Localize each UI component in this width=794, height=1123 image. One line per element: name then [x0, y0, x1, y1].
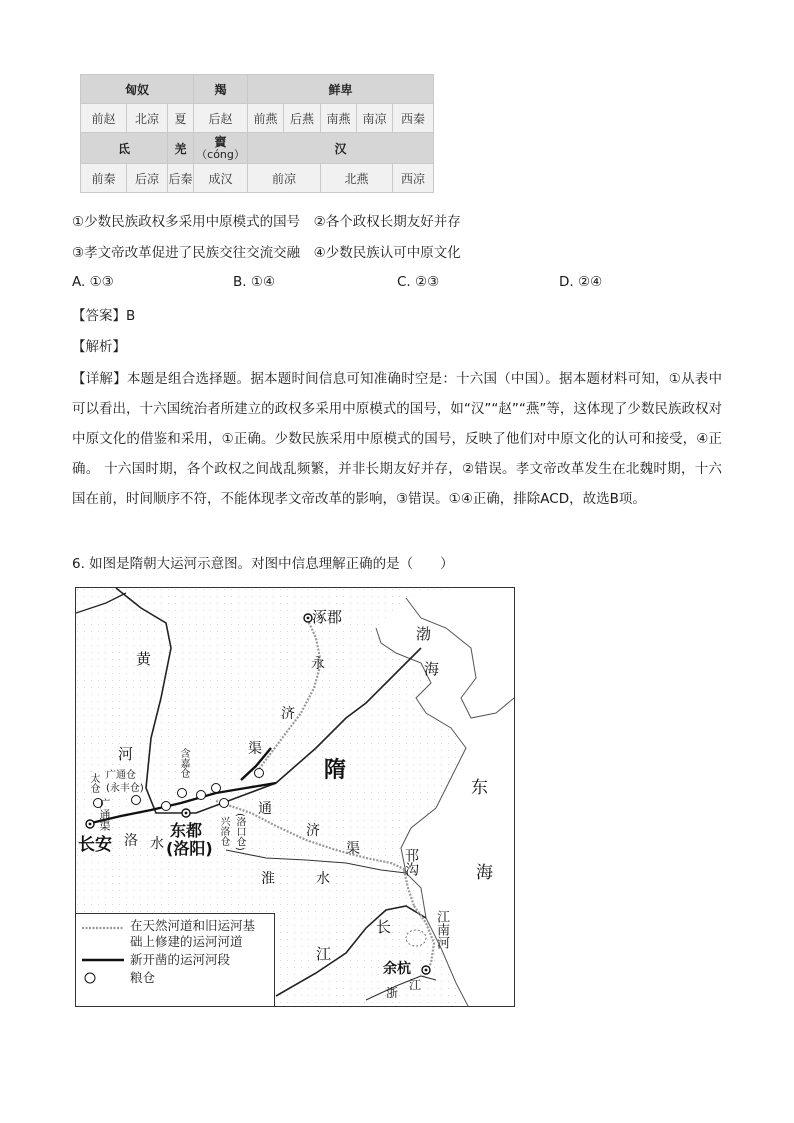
detail-text: 本题是组合选择题。据本题时间信息可知准确时空是：十六国（中国）。据本题材料可知，①从表中可以看出，十六国统治者所建立的政权多采用中原模式的国号，如“汉”“赵”“燕”等，这体现了少数民族政权对中原文化的借鉴和采用，①正确。少数民族采用中原模式的国号，反映了他们对中原文化的认可和接受，④正确。 十六国时期，各个政权之间战乱频繁，并非长期友好并存，②错误。孝文帝改革发生在北魏时期，十六国在前，时间顺序不符，不能体现孝文帝改革的影响，③错误。①④正确，排除ACD，故选B项。 [72, 371, 723, 507]
label-chang: 长 [376, 918, 392, 936]
analysis-title: 【解析】 [72, 339, 126, 355]
label-dong: 东 [471, 778, 488, 798]
label-taicang: 太仓 [88, 773, 99, 793]
sui-grand-canal-map [75, 587, 515, 1007]
granary-icon [82, 972, 98, 984]
table-cell: 南凉 [357, 104, 393, 133]
header-xianbei: 鲜卑 [248, 75, 434, 104]
legend-new-swatch [82, 956, 124, 964]
label-xingluocang: 兴洛仓 [218, 816, 229, 846]
answer-value: B [126, 308, 136, 324]
table-cell: 前秦 [81, 164, 127, 193]
label-zhe: 浙 [386, 986, 399, 1000]
label-yong: 永 [311, 656, 325, 672]
label-guangtong-canal: 广通渠 [98, 798, 111, 831]
option-d: D. ②④ [559, 274, 603, 290]
label-sui: 隋 [324, 758, 347, 783]
label-zhe-jiang: 江 [409, 978, 422, 992]
legend-new-label: 新开凿的运河河段 [130, 952, 231, 967]
label-he: 河 [118, 745, 134, 763]
question-6-title: 6. 如图是隋朝大运河示意图。对图中信息理解正确的是（ ） [72, 556, 454, 572]
table-cell: 前燕 [248, 104, 284, 133]
table-cell: 西秦 [393, 104, 434, 133]
header-cong [194, 133, 248, 164]
header-han: 汉 [248, 133, 434, 164]
cong-character: 賨 [214, 135, 227, 149]
table-cell: 成汉 [194, 164, 248, 193]
label-huai: 淮 [261, 871, 275, 887]
cong-pinyin: （cóng） [196, 148, 245, 161]
detail-tag: 【详解】 [72, 371, 127, 387]
table-cell: 后赵 [194, 104, 248, 133]
table-cell: 夏 [168, 104, 194, 133]
header-jie: 羯 [194, 75, 248, 104]
label-zhuojun: 涿郡 [312, 608, 343, 626]
label-jiang: 江 [316, 945, 332, 963]
table-cell: 前赵 [81, 104, 127, 133]
label-dongdu: 东都 [170, 821, 203, 840]
table-cell: 北凉 [127, 104, 168, 133]
header-qiang: 羌 [168, 133, 194, 164]
label-bo-hai: 海 [424, 660, 440, 678]
table-cell: 后凉 [127, 164, 168, 193]
label-huai-shui: 水 [316, 871, 330, 887]
label-luoyang: (洛阳) [166, 839, 213, 858]
table-cell: 前凉 [248, 164, 321, 193]
label-luokoucang: (洛口仓) [234, 813, 245, 851]
legend-rebuilt-label-2: 础上修建的运河河道 [130, 934, 243, 949]
detail-paragraph [72, 364, 722, 514]
label-tong: 通 [258, 801, 272, 817]
table-cell: 南燕 [321, 104, 357, 133]
label-yongfengcang: (永丰仓) [106, 783, 144, 794]
label-huang: 黄 [136, 650, 152, 668]
answer-line [72, 306, 135, 326]
map-legend [76, 913, 275, 1007]
label-qu: 渠 [248, 741, 262, 757]
header-di: 氐 [81, 133, 168, 164]
label-ji: 济 [281, 706, 295, 722]
option-c: C. ②③ [397, 274, 440, 290]
label-hanjiacang: 含嘉仓 [178, 748, 189, 778]
statement-line-2: ③孝文帝改革促进了民族交往交流交融 ④少数民族认可中原文化 [72, 245, 461, 261]
label-bo: 渤 [416, 625, 432, 643]
table-cell: 后秦 [168, 164, 194, 193]
answer-tag: 【答案】 [72, 308, 126, 324]
label-tongji-qu: 渠 [346, 841, 360, 857]
table-cell: 西凉 [393, 164, 434, 193]
legend-rebuilt-label-1: 在天然河道和旧运河基 [130, 918, 256, 933]
label-jiangnan-canal: 江南河 [434, 910, 449, 949]
ethnic-regime-table [80, 74, 434, 193]
label-changan: 长安 [78, 835, 112, 855]
label-guangtongcang: 广通仓 [106, 770, 136, 781]
legend-granary-label: 粮仓 [130, 970, 156, 985]
label-luo: 洛 [124, 833, 138, 849]
table-cell: 后燕 [284, 104, 321, 133]
label-dong-hai: 海 [476, 863, 493, 883]
legend-rebuilt-swatch [82, 924, 124, 932]
header-xiongnu: 匈奴 [81, 75, 194, 104]
option-a: A. ①③ [72, 274, 114, 290]
label-yuhang: 余杭 [383, 961, 411, 977]
label-hangou: 邗沟 [403, 848, 419, 876]
option-b: B. ①④ [233, 274, 276, 290]
statement-line-1: ①少数民族政权多采用中原模式的国号 ②各个政权长期友好并存 [72, 214, 461, 230]
label-tongji-ji: 济 [306, 823, 320, 839]
label-shui: 水 [150, 836, 164, 852]
table-cell: 北燕 [321, 164, 393, 193]
